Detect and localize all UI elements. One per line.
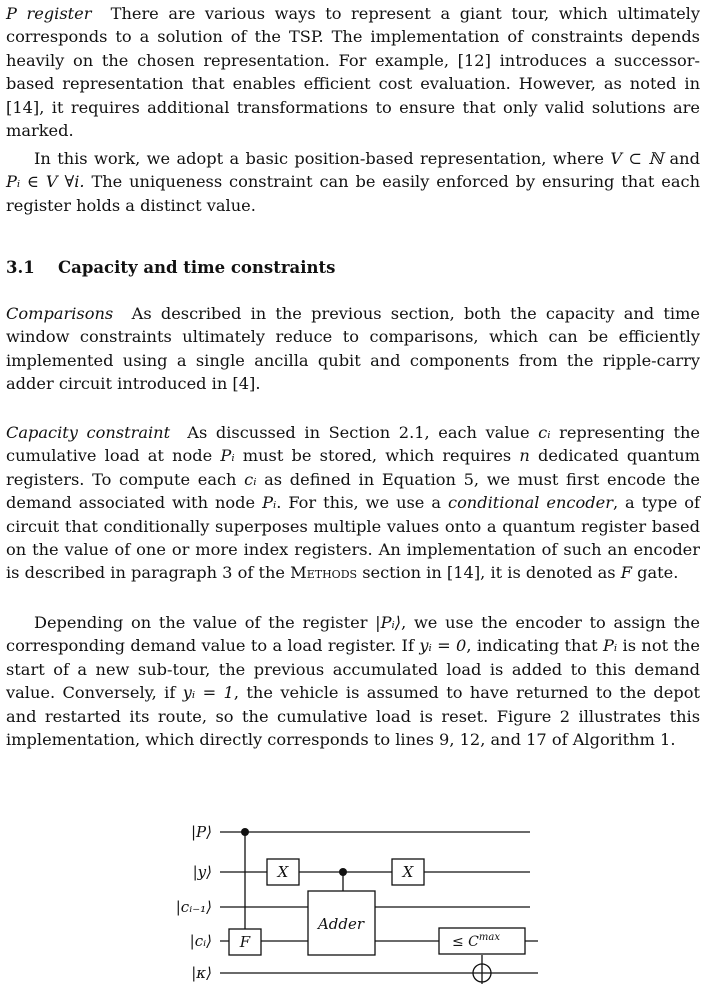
section-number: 3.1: [6, 258, 35, 277]
text-span: , the vehicle is assumed to have returned to the depot and restarted its route, so the cumulative load is reset. Figure 2 illustrates this implementation, which directly corresponds to lines 9, 12, and 17 of Algorithm 1.: [6, 683, 700, 750]
text-span: representing the cumulative load at node: [6, 423, 700, 466]
math-inline: n: [519, 446, 530, 466]
gate-x-right-label: X: [402, 863, 414, 881]
math-inline: |Pᵢ⟩: [375, 613, 402, 632]
paragraph-lead: Capacity constraint: [6, 423, 171, 442]
math-inline: V ⊂ ℕ: [610, 149, 664, 168]
wire-label-y: |y⟩: [192, 863, 212, 881]
gate-compare-sup: max: [478, 932, 500, 943]
term-emphasis: conditional encoder: [448, 493, 613, 513]
text-span: , a type of circuit that conditionally superposes multiple values onto a quantum register based on the value of one or more index registers. An implementation of such an encoder is described in paragraph 3 of the: [6, 493, 700, 583]
circuit-wires: [220, 832, 538, 984]
gates: [229, 859, 525, 982]
wire-label-c: |cᵢ⟩: [189, 932, 212, 950]
math-inline: cᵢ: [244, 469, 257, 489]
gate-x-left-label: X: [277, 863, 289, 881]
text-span: . For this, we use a: [276, 493, 442, 513]
math-inline: cᵢ: [538, 423, 551, 442]
control-dot-y: [339, 868, 347, 876]
wire-label-kappa: |κ⟩: [191, 964, 212, 982]
control-dot-p: [241, 828, 249, 836]
text-span: section in [14], it is denoted as: [362, 563, 616, 583]
text-span: must be stored, which requires: [242, 446, 512, 466]
text-span: as defined in Equation 5, we must first encode the demand associated with node: [6, 469, 700, 513]
text-span: is not the start of a new sub-tour, the previous accumulated load is added to this demand value. Conversely, if: [6, 636, 700, 703]
math-inline: Pᵢ: [603, 636, 618, 656]
paragraph-lead: Comparisons: [6, 304, 114, 323]
section-title: Capacity and time constraints: [58, 258, 336, 277]
math-inline: F: [620, 563, 632, 583]
text-span: , we use the encoder to assign the corresponding demand value to a load register. If: [6, 613, 700, 656]
text-span: , indicating that: [466, 636, 598, 656]
math-inline: Pᵢ ∈ V ∀i.: [6, 172, 85, 192]
math-inline: Pᵢ: [262, 493, 277, 513]
text-span: As discussed in Section 2.1, each value: [187, 423, 530, 442]
text-span: Depending on the value of the register: [34, 613, 368, 632]
gate-adder-label: Adder: [317, 915, 365, 933]
paragraph-text: As described in the previous section, both the capacity and time window constraints ultimately reduce to comparisons, which can be efficiently implemented using a single ancilla qubit and components from the ripple-carry adder circuit introduced in [4].: [6, 304, 700, 394]
math-inline: yᵢ = 1: [182, 683, 234, 703]
wire-label-p: |P⟩: [191, 823, 212, 841]
gate-compare-prefix: ≤ C: [452, 934, 479, 950]
gate-f-label: F: [239, 933, 251, 951]
text-span: gate.: [637, 563, 679, 583]
paragraph-lead: P register: [6, 4, 92, 23]
math-inline: yᵢ = 0: [419, 636, 467, 656]
small-caps-term: Methods: [290, 563, 358, 583]
paragraph-text: There are various ways to represent a giant tour, which ultimately corresponds to a solution of the TSP. The implementation of constraints depends heavily on the chosen representation. For example, [12] introduces a successor-based representation that enables efficient cost evaluation. However, as noted in [14], it requires additional transformations to ensure that only valid solutions are marked.: [6, 4, 700, 141]
text-span: and: [669, 149, 700, 168]
text-span: dedicated quantum registers. To compute each: [6, 446, 701, 489]
wire-labels: [176, 823, 212, 982]
text-span: In this work, we adopt a basic position-based representation, where: [34, 149, 604, 168]
math-inline: Pᵢ: [220, 446, 235, 466]
text-span: The uniqueness constraint can be easily enforced by ensuring that each register holds a distinct value.: [6, 172, 700, 215]
wire-label-c-prev: |cᵢ₋₁⟩: [175, 898, 212, 916]
